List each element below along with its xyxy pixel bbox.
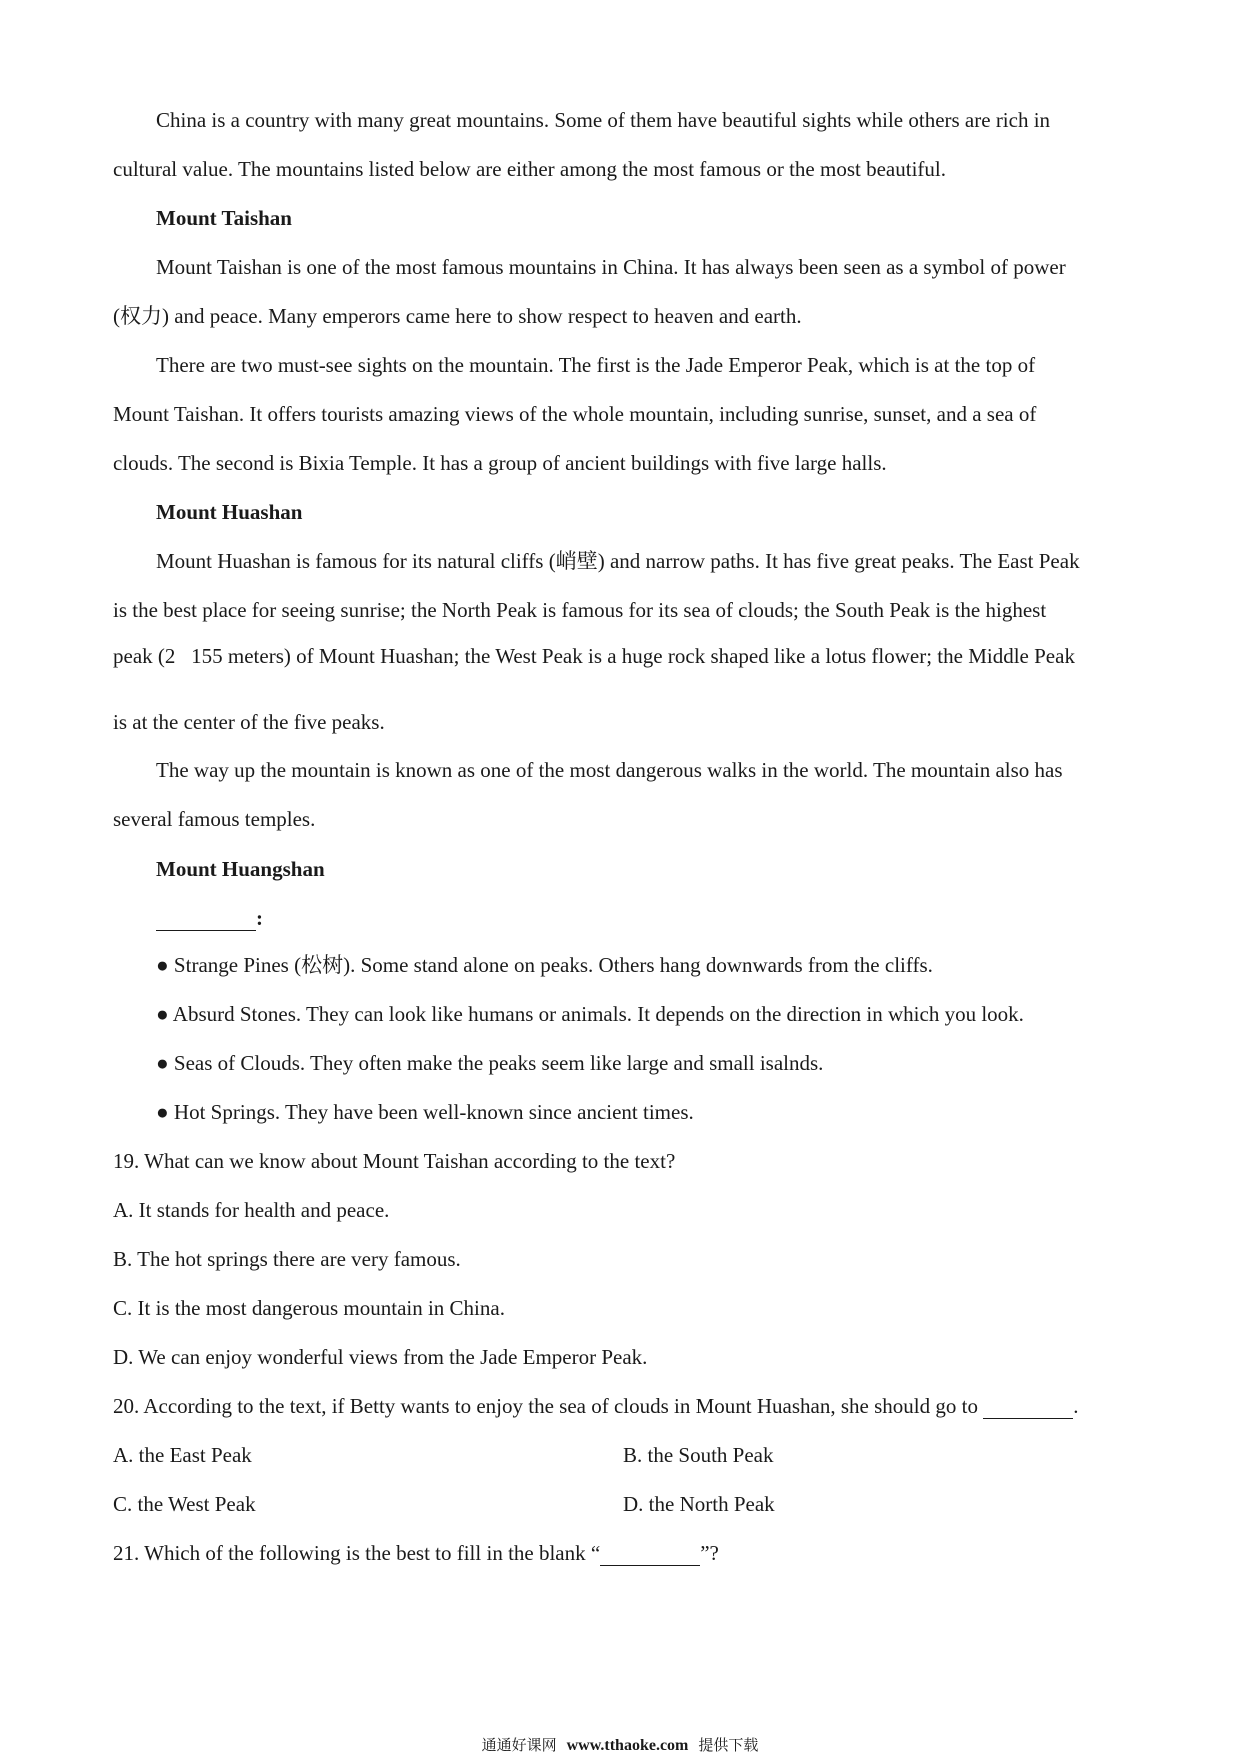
huashan-p1-line-2: is the best place for seeing sunrise; the North Peak is famous for its sea of clouds; the South Peak is the highest	[113, 598, 1047, 622]
question-21-stem	[113, 1541, 719, 1566]
huashan-p2-line-1: The way up the mountain is known as one of the most dangerous walks in the world. The mountain also has	[156, 758, 1063, 782]
footer-site-name: 通通好课网	[481, 1736, 557, 1754]
footer-url[interactable]: www.tthaoke.com	[566, 1737, 689, 1754]
footer-download-text: 提供下载	[698, 1736, 759, 1754]
heading-huashan: Mount Huashan	[156, 500, 303, 524]
bullet-strange-pines: ● Strange Pines (松树). Some stand alone on peaks. Others hang downwards from the cliffs.	[156, 953, 933, 977]
huashan-p1-line-4: is at the center of the five peaks.	[113, 710, 385, 734]
question-20-stem-text: 20. According to the text, if Betty wants to enjoy the sea of clouds in Mount Huashan, she should go to	[113, 1394, 978, 1418]
question-20-option-b: B. the South Peak	[623, 1443, 774, 1467]
question-19-option-d: D. We can enjoy wonderful views from the Jade Emperor Peak.	[113, 1345, 648, 1369]
question-21-stem-start: 21. Which of the following is the best to fill in the blank “	[113, 1541, 601, 1565]
taishan-p2-line-2: Mount Taishan. It offers tourists amazing views of the whole mountain, including sunrise, sunset, and a sea of	[113, 402, 1037, 426]
question-19-option-b: B. The hot springs there are very famous.	[113, 1247, 461, 1271]
question-21-blank	[600, 1541, 700, 1566]
question-20-stem	[113, 1394, 1078, 1419]
huashan-p1-line-3: peak (2 155 meters) of Mount Huashan; the West Peak is a huge rock shaped like a lotus flower; the Middle Peak	[113, 644, 1075, 668]
heading-taishan: Mount Taishan	[156, 206, 292, 230]
question-20-blank	[983, 1394, 1073, 1419]
question-20-option-a: A. the East Peak	[113, 1443, 252, 1467]
question-20-option-c: C. the West Peak	[113, 1492, 256, 1516]
blank-colon: :	[256, 906, 263, 930]
question-21-stem-end: ”?	[700, 1541, 719, 1565]
question-19-option-a: A. It stands for health and peace.	[113, 1198, 390, 1222]
question-19-stem: 19. What can we know about Mount Taishan according to the text?	[113, 1149, 676, 1173]
taishan-p1-line-1: Mount Taishan is one of the most famous mountains in China. It has always been seen as a symbol of power	[156, 255, 1066, 279]
question-20-stem-end: .	[1073, 1394, 1079, 1418]
question-19-option-c: C. It is the most dangerous mountain in China.	[113, 1296, 505, 1320]
bullet-absurd-stones: ● Absurd Stones. They can look like humans or animals. It depends on the direction in which you look.	[156, 1002, 1024, 1026]
intro-line-2: cultural value. The mountains listed below are either among the most famous or the most beautiful.	[113, 157, 946, 181]
page-footer	[0, 1736, 1240, 1755]
intro-line-1: China is a country with many great mountains. Some of them have beautiful sights while others are rich in	[156, 108, 1051, 132]
question-20-option-d: D. the North Peak	[623, 1492, 775, 1516]
taishan-p2-line-3: clouds. The second is Bixia Temple. It has a group of ancient buildings with five large halls.	[113, 451, 887, 475]
bullet-seas-of-clouds: ● Seas of Clouds. They often make the peaks seem like large and small isalnds.	[156, 1051, 824, 1075]
bullet-hot-springs: ● Hot Springs. They have been well-known since ancient times.	[156, 1100, 694, 1124]
taishan-p1-line-2: (权力) and peace. Many emperors came here to show respect to heaven and earth.	[113, 304, 802, 328]
answer-blank	[156, 906, 256, 931]
huangshan-blank-heading	[156, 906, 263, 931]
taishan-p2-line-1: There are two must-see sights on the mountain. The first is the Jade Emperor Peak, which is at the top of	[156, 353, 1036, 377]
heading-huangshan: Mount Huangshan	[156, 857, 325, 881]
huashan-p1-line-1: Mount Huashan is famous for its natural cliffs (峭壁) and narrow paths. It has five great peaks. The East Peak	[156, 549, 1080, 573]
huashan-p2-line-2: several famous temples.	[113, 807, 316, 831]
